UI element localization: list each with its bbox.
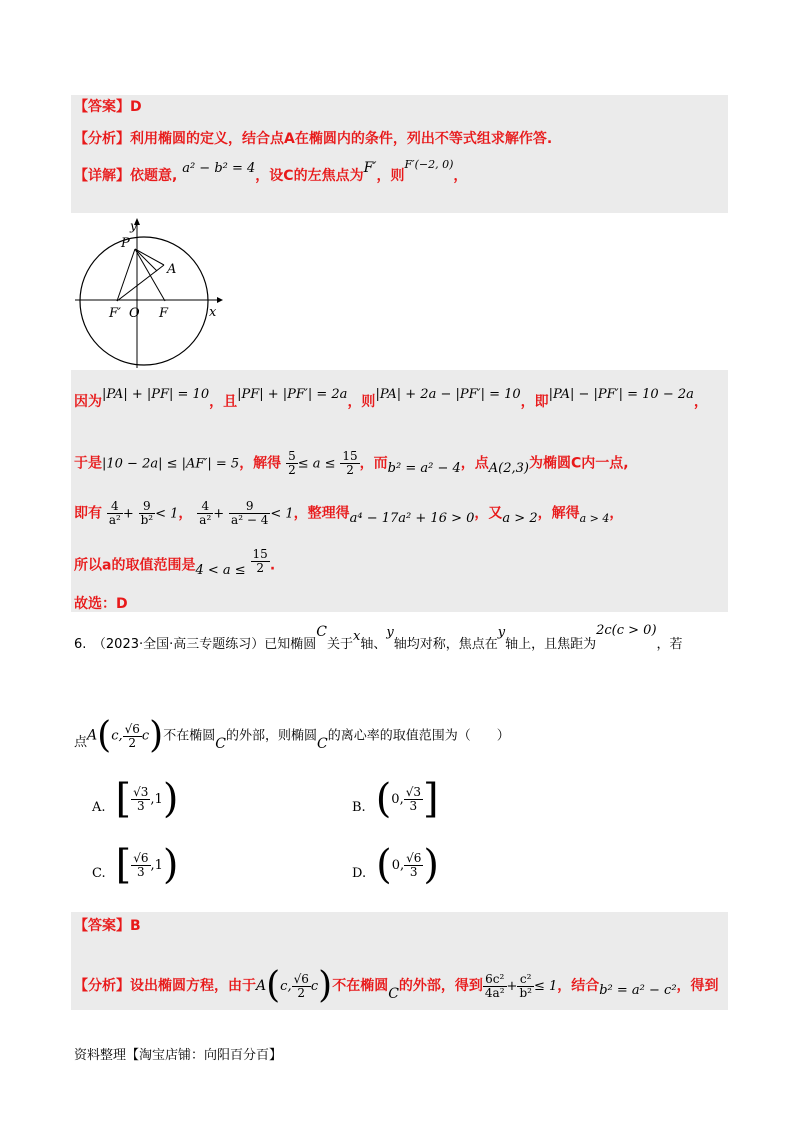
- analysis-line-2: 【分析】设出椭圆方程，由于A(c, $\frac{√6}{2}$ c)不在椭圆C的外部，得到 $\frac{\text{6c²}}{\text{4a²}}$ + $\frac{\text{c²}}{\text{b²}}$ ≤ 1，结合b² = a² − c²，得到: [74, 965, 719, 1006]
- option-b[interactable]: B. ( 0, $\frac{√3}{3}$ ]: [352, 776, 439, 822]
- diagram-label-fprime: F′: [109, 306, 121, 321]
- solution-box-1: [71, 95, 728, 213]
- ellipse-diagram: [71, 213, 224, 370]
- detail-line-3: 于是|10 − 2a| ≤ |AF′| = 5，解得 $\frac{5}{2}$ ≤ a ≤ $\frac{15}{2}$ ，而b² = a² − 4，点A(2,3)为椭圆C内一点,: [74, 449, 629, 477]
- detail-line-1: 【详解】依题意, a² − b² = 4，设C的左焦点为F′，则$^{F'(-2, 0)}$，: [74, 158, 468, 184]
- option-c[interactable]: C. [ $\frac{√6}{3}$ ,1 ): [92, 842, 179, 888]
- footer: 资料整理【淘宝店铺：向阳百分百】: [74, 1048, 283, 1063]
- detail-line-4: 即有 $\frac{4}{\text{a²}}$ + $\frac{9}{\text{b²}}$ < 1， $\frac{4}{\text{a²}}$ + $\frac{9}{\text{a² − 4}}$ < 1，整理得a⁴ − 17a² + 16 > 0，又a > 2，解得$_{a > 4}$，: [74, 499, 624, 527]
- diagram-label-a: A: [167, 262, 177, 277]
- option-d[interactable]: D. ( 0, $\frac{√6}{3}$ ): [352, 842, 439, 888]
- analysis-line-1: 【分析】利用椭圆的定义，结合点A在椭圆内的条件，列出不等式组求解作答.: [74, 131, 553, 147]
- diagram-label-p: P: [121, 236, 130, 251]
- question-6-line-1: 6. （2023·全国·高三专题练习）已知椭圆C关于x轴、y轴均对称，焦点在y轴上，且焦距为2c(c > 0)，若: [74, 623, 683, 652]
- final-answer-line-1: 故选：D: [74, 596, 128, 612]
- answer-line-2: 【答案】B: [74, 918, 141, 934]
- option-a[interactable]: A. [ $\frac{√3}{3}$ ,1 ): [92, 776, 179, 822]
- option-d-label: D.: [352, 865, 367, 881]
- diagram-label-o: O: [129, 306, 140, 321]
- question-6-line-2: 点A(c, $\frac{√6}{2}$ c)不在椭圆C的外部，则椭圆C的离心率的取值范围为（ ）: [74, 715, 510, 756]
- option-a-label: A.: [92, 799, 106, 815]
- diagram-label-x: x: [209, 305, 217, 320]
- option-b-label: B.: [352, 799, 366, 815]
- answer-line-1: 【答案】D: [74, 99, 142, 115]
- diagram-label-f: F: [159, 306, 169, 321]
- detail-line-5: 所以a的取值范围是4 < a ≤ $\frac{15}{2}$ .: [74, 547, 276, 578]
- detail-line-2: 因为|PA| + |PF| = 10，且|PF| + |PF′| = 2a，则|PA| + 2a − |PF′| = 10，即|PA| − |PF′| = 10 − 2a，: [74, 387, 708, 410]
- option-c-label: C.: [92, 865, 106, 881]
- diagram-label-y: y: [130, 219, 137, 233]
